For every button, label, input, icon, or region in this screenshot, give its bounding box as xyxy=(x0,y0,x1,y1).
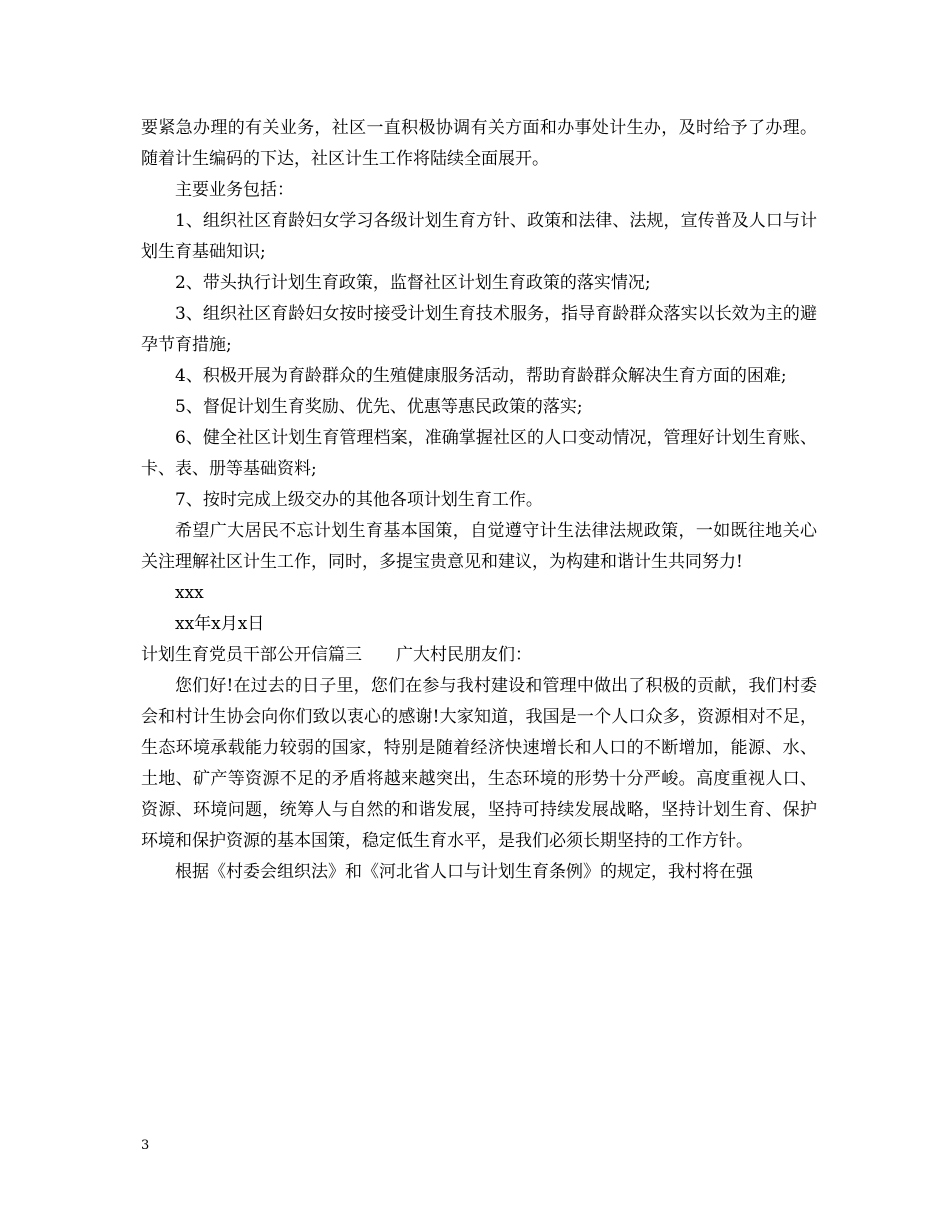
page-number: 3 xyxy=(141,1138,150,1153)
document-body xyxy=(141,113,817,888)
paragraph: 希望广大居民不忘计划生育基本国策，自觉遵守计生法律法规政策，一如既往地关心关注理解社区计生工作，同时，多提宝贵意见和建议，为构建和谐计生共同努力! xyxy=(141,521,817,572)
paragraph: 根据《村委会组织法》和《河北省人口与计划生育条例》的规定，我村将在强 xyxy=(175,862,753,882)
signature: xxx xyxy=(175,583,204,603)
list-item: 2、带头执行计划生育政策，监督社区计划生育政策的落实情况; xyxy=(175,273,651,293)
list-item: 6、健全社区计划生育管理档案，准确掌握社区的人口变动情况，管理好计划生育账、卡、表、册等基础资料; xyxy=(141,428,817,479)
date: xx年x月x日 xyxy=(175,614,265,634)
list-item: 1、组织社区育龄妇女学习各级计划生育方针、政策和法律、法规，宣传普及人口与计划生育基础知识; xyxy=(141,211,817,262)
paragraph: 要紧急办理的有关业务，社区一直积极协调有关方面和办事处计生办，及时给予了办理。随着计生编码的下达，社区计生工作将陆续全面展开。 xyxy=(141,118,817,169)
list-item: 4、积极开展为育龄群众的生殖健康服务活动，帮助育龄群众解决生育方面的困难; xyxy=(175,366,787,386)
paragraph: 您们好!在过去的日子里，您们在参与我村建设和管理中做出了积极的贡献，我们村委会和村计生协会向你们致以衷心的感谢!大家知道，我国是一个人口众多，资源相对不足，生态环境承载能力较弱的国家，特别是随着经济快速增长和人口的不断增加，能源、水、土地、矿产等资源不足的矛盾将越来越突出，生态环境的形势十分严峻。高度重视人口、资源、环境问题，统筹人与自然的和谐发展，坚持可持续发展战略，坚持计划生育、保护环境和保护资源的基本国策，稳定低生育水平，是我们必须长期坚持的工作方针。 xyxy=(141,676,817,851)
paragraph: 主要业务包括： xyxy=(175,180,294,200)
list-item: 5、督促计划生育奖励、优先、优惠等惠民政策的落实; xyxy=(175,397,583,417)
list-item: 3、组织社区育龄妇女按时接受计划生育技术服务，指导育龄群众落实以长效为主的避孕节育措施; xyxy=(141,304,817,355)
list-item: 7、按时完成上级交办的其他各项计划生育工作。 xyxy=(175,490,543,510)
section-heading: 计划生育党员干部公开信篇三 广大村民朋友们： xyxy=(141,645,532,665)
